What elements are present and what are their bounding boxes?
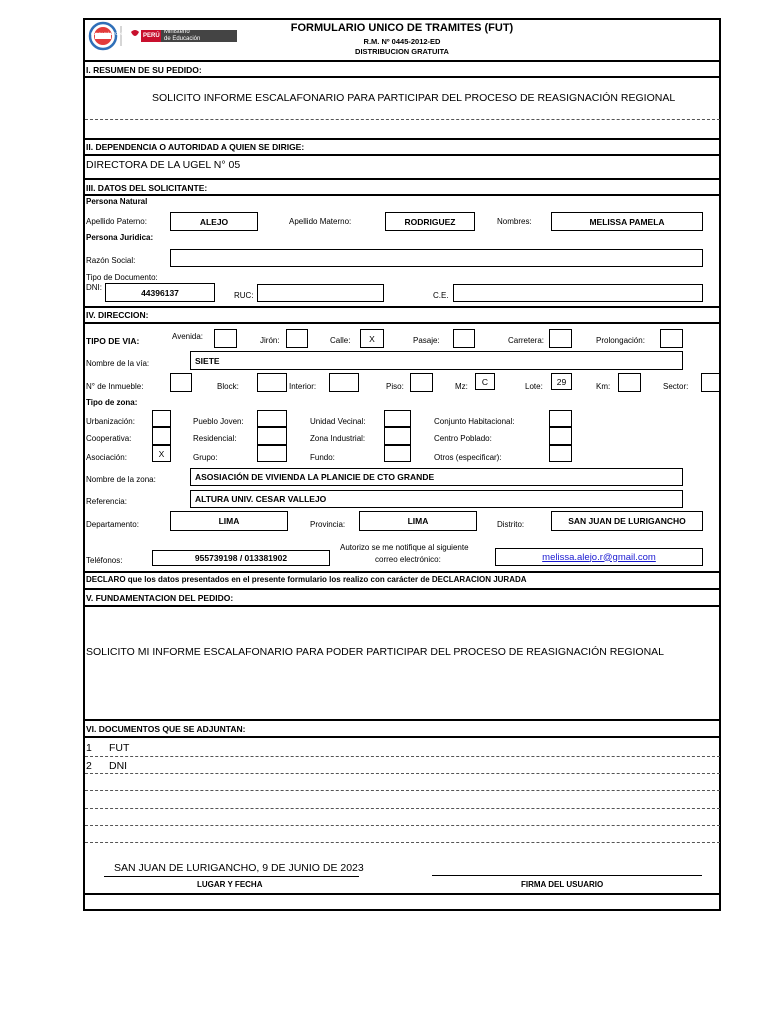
mz-label: Mz: <box>455 382 468 391</box>
inmueble-label: N° de Inmueble: <box>86 382 144 391</box>
centro-poblado-label: Centro Poblado: <box>434 434 492 443</box>
km-label: Km: <box>596 382 611 391</box>
divider <box>83 194 721 196</box>
referencia-label: Referencia: <box>86 497 127 506</box>
lote-field[interactable]: 29 <box>551 373 572 390</box>
email-link[interactable]: melissa.alejo.r@gmail.com <box>542 551 656 563</box>
section-2-heading: II. DEPENDENCIA O AUTORIDAD A QUIEN SE DIRIGE: <box>86 142 305 152</box>
unidad-vecinal-label: Unidad Vecinal: <box>310 417 366 426</box>
asociacion-checkbox[interactable]: X <box>152 445 171 462</box>
divider <box>83 893 721 895</box>
nombre-zona-label: Nombre de la zona: <box>86 475 156 484</box>
declaracion-jurada: DECLARO que los datos presentados en el presente formulario los realizo con carácter de DECLARACION JURADA <box>86 575 527 584</box>
firma-label: FIRMA DEL USUARIO <box>521 880 604 889</box>
firma-line <box>432 875 702 876</box>
dashed-divider <box>85 808 720 809</box>
divider <box>83 571 721 573</box>
logo-left-text: EDUCACIÓN TODOS <box>91 32 126 36</box>
section-5-heading: V. FUNDAMENTACION DEL PEDIDO: <box>86 593 234 603</box>
avenida-label: Avenida: <box>172 332 203 341</box>
divider <box>83 736 721 738</box>
carretera-checkbox[interactable] <box>549 329 572 348</box>
ruc-label: RUC: <box>234 291 254 300</box>
fundamentacion-text: SOLICITO MI INFORME ESCALAFONARIO PARA PODER PARTICIPAR DEL PROCESO DE REASIGNACIÓN REGIONAL <box>86 646 665 658</box>
pueblo-joven-label: Pueblo Joven: <box>193 417 244 426</box>
departamento-field[interactable]: LIMA <box>170 511 288 531</box>
dependencia-text: DIRECTORA DE LA UGEL N° 05 <box>86 159 241 171</box>
divider <box>83 60 721 62</box>
doc-1-number: 1 <box>86 742 92 754</box>
telefonos-label: Teléfonos: <box>86 556 123 565</box>
pasaje-label: Pasaje: <box>413 336 440 345</box>
divider <box>83 76 721 78</box>
dni-field[interactable]: 44396137 <box>105 283 215 302</box>
lugar-fecha-value: SAN JUAN DE LURIGANCHO, 9 DE JUNIO DE 2023 <box>114 862 364 874</box>
cooperativa-label: Cooperativa: <box>86 434 132 443</box>
telefonos-field[interactable]: 955739198 / 013381902 <box>152 550 330 566</box>
apellido-paterno-label: Apellido Paterno: <box>86 217 147 226</box>
email-field[interactable] <box>495 548 703 566</box>
form-title: FORMULARIO UNICO DE TRAMITES (FUT) <box>290 22 514 34</box>
dashed-divider <box>85 790 720 791</box>
provincia-field[interactable]: LIMA <box>359 511 477 531</box>
form-distribution: DISTRIBUCION GRATUITA <box>355 47 449 56</box>
razon-social-label: Razón Social: <box>86 256 136 265</box>
pasaje-checkbox[interactable] <box>453 329 475 348</box>
zona-industrial-checkbox[interactable] <box>384 427 411 445</box>
grupo-label: Grupo: <box>193 453 218 462</box>
sector-label: Sector: <box>663 382 689 391</box>
asociacion-label: Asociación: <box>86 453 127 462</box>
apellido-materno-label: Apellido Materno: <box>289 217 352 226</box>
jiron-checkbox[interactable] <box>286 329 308 348</box>
calle-checkbox[interactable]: X <box>360 329 384 348</box>
divider <box>83 605 721 607</box>
divider <box>83 138 721 140</box>
divider <box>83 322 721 324</box>
conjunto-habitacional-checkbox[interactable] <box>549 410 572 427</box>
mz-field[interactable]: C <box>475 373 495 390</box>
lugar-fecha-label: LUGAR Y FECHA <box>197 880 263 889</box>
persona-natural-label: Persona Natural <box>86 197 148 206</box>
otros-checkbox[interactable] <box>549 445 572 462</box>
resumen-text: SOLICITO INFORME ESCALAFONARIO PARA PARTICIPAR DEL PROCESO DE REASIGNACIÓN REGIONAL <box>152 92 676 104</box>
persona-juridica-label: Persona Juridica: <box>86 233 154 242</box>
nombre-via-field[interactable]: SIETE <box>190 351 683 370</box>
dashed-divider <box>85 842 720 843</box>
distrito-label: Distrito: <box>497 520 525 529</box>
autorizo-line1: Autorizo se me notifique al siguiente <box>340 543 469 552</box>
dni-label: DNI: <box>86 283 102 292</box>
dashed-divider <box>85 756 720 757</box>
calle-label: Calle: <box>330 336 351 345</box>
nombre-via-label: Nombre de la vía: <box>86 359 150 368</box>
referencia-field[interactable]: ALTURA UNIV. CESAR VALLEJO <box>190 490 683 508</box>
apellido-materno-field[interactable]: RODRIGUEZ <box>385 212 475 231</box>
logo-ministry-line2: de Educación <box>164 36 201 42</box>
nombres-label: Nombres: <box>497 217 532 226</box>
logo-ministry-line1: Ministerio <box>164 29 190 35</box>
form-rm: R.M. Nº 0445-2012-ED <box>363 37 441 46</box>
nombre-zona-field[interactable]: ASOSIACIÓN DE VIVIENDA LA PLANICIE DE CTO GRANDE <box>190 468 683 486</box>
prolongacion-checkbox[interactable] <box>660 329 683 348</box>
apellido-paterno-field[interactable]: ALEJO <box>170 212 258 231</box>
avenida-checkbox[interactable] <box>214 329 237 348</box>
fundo-checkbox[interactable] <box>384 445 411 462</box>
unidad-vecinal-checkbox[interactable] <box>384 410 411 427</box>
block-label: Block: <box>217 382 239 391</box>
urbanizacion-label: Urbanización: <box>86 417 135 426</box>
section-4-heading: IV. DIRECCION: <box>86 310 149 320</box>
razon-social-field[interactable] <box>170 249 703 267</box>
ce-field[interactable] <box>453 284 703 302</box>
doc-2-name: DNI <box>109 760 128 772</box>
tipo-zona-label: Tipo de zona: <box>86 398 138 407</box>
section-1-heading: I. RESUMEN DE SU PEDIDO: <box>86 65 202 75</box>
provincia-label: Provincia: <box>310 520 346 529</box>
zona-industrial-label: Zona Industrial: <box>310 434 366 443</box>
section-3-heading: III. DATOS DEL SOLICITANTE: <box>86 183 208 193</box>
piso-label: Piso: <box>386 382 404 391</box>
divider <box>83 719 721 721</box>
conjunto-habitacional-label: Conjunto Habitacional: <box>434 417 515 426</box>
logo-peru-text: PERÚ <box>143 33 160 39</box>
dashed-divider <box>85 773 720 774</box>
jiron-label: Jirón: <box>260 336 280 345</box>
urbanizacion-checkbox[interactable] <box>152 410 171 427</box>
autorizo-line2: correo electrónico: <box>375 555 441 564</box>
fundo-label: Fundo: <box>310 453 335 462</box>
doc-1-name: FUT <box>109 742 130 754</box>
block-field[interactable] <box>257 373 287 392</box>
ruc-field[interactable] <box>257 284 384 302</box>
divider <box>83 588 721 590</box>
prolongacion-label: Prolongación: <box>596 336 645 345</box>
cooperativa-checkbox[interactable] <box>152 427 171 445</box>
pueblo-joven-checkbox[interactable] <box>257 410 287 427</box>
lote-label: Lote: <box>525 382 543 391</box>
tipo-documento-label: Tipo de Documento: <box>86 273 158 282</box>
grupo-checkbox[interactable] <box>257 445 287 462</box>
ce-label: C.E. <box>433 291 449 300</box>
section-6-heading: VI. DOCUMENTOS QUE SE ADJUNTAN: <box>86 724 246 734</box>
divider <box>83 178 721 180</box>
distrito-field[interactable]: SAN JUAN DE LURIGANCHO <box>551 511 703 531</box>
km-field[interactable] <box>618 373 641 392</box>
piso-field[interactable] <box>410 373 433 392</box>
interior-label: Interior: <box>289 382 317 391</box>
carretera-label: Carretera: <box>508 336 545 345</box>
inmueble-field[interactable] <box>170 373 192 392</box>
centro-poblado-checkbox[interactable] <box>549 427 572 445</box>
departamento-label: Departamento: <box>86 520 139 529</box>
divider <box>83 306 721 308</box>
otros-label: Otros (especificar): <box>434 453 502 462</box>
residencial-label: Residencial: <box>193 434 237 443</box>
lugar-fecha-line <box>104 876 359 877</box>
sector-field[interactable] <box>701 373 721 392</box>
dashed-divider <box>85 119 720 120</box>
residencial-checkbox[interactable] <box>257 427 287 445</box>
doc-2-number: 2 <box>86 760 92 772</box>
interior-field[interactable] <box>329 373 359 392</box>
divider <box>83 154 721 156</box>
nombres-field[interactable]: MELISSA PAMELA <box>551 212 703 231</box>
tipo-via-label: TIPO DE VIA: <box>86 336 140 346</box>
dashed-divider <box>85 825 720 826</box>
